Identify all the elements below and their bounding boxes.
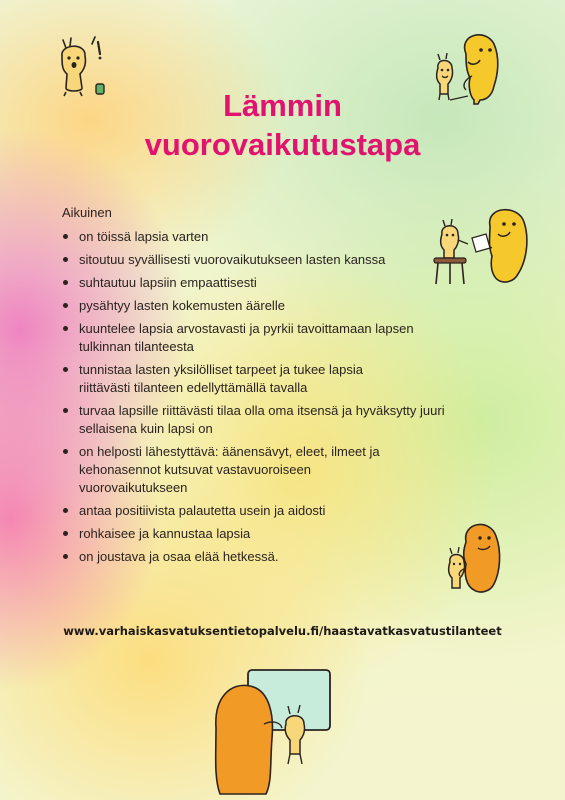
list-item: on töissä lapsia varten (62, 228, 462, 246)
title-line-1: Lämmin (223, 88, 342, 123)
adult-and-child-icon (428, 30, 508, 106)
list-item: turvaa lapsille riittävästi tilaa olla oma itsensä ja hyväksytty juuri sellaisena kuin lapsi on (62, 402, 469, 438)
website-link[interactable]: www.varhaiskasvatuksentietopalvelu.fi/haastavatkasvatustilanteet (63, 624, 502, 638)
adult-holding-child-icon (444, 518, 506, 594)
child-surprised-icon (52, 34, 122, 100)
list-item: on joustava ja osaa elää hetkessä. (62, 548, 462, 566)
list-item: suhtautuu lapsiin empaattisesti (62, 274, 462, 292)
list-item: pysähtyy lasten kokemusten äärelle (62, 297, 462, 315)
list-item: kuuntelee lapsia arvostavasti ja pyrkii tavoittamaan lapsen tulkinnan tilanteesta (62, 320, 459, 356)
list-item: rohkaisee ja kannustaa lapsia (62, 525, 462, 543)
list-item: tunnistaa lasten yksilölliset tarpeet ja tukee lapsia riittävästi tilanteen edellyttämällä tavalla (62, 361, 409, 397)
list-item: sitoutuu syvällisesti vuorovaikutukseen lasten kanssa (62, 251, 462, 269)
list-item: antaa positiivista palautetta usein ja aidosti (62, 502, 462, 520)
title-line-2: vuorovaikutustapa (144, 127, 421, 162)
adult-helping-child-icon (432, 204, 536, 294)
list-item: on helposti lähestyttävä: äänensävyt, eleet, ilmeet ja kehonasennot kutsuvat vastavuoroiseen vuorovaikutukseen (62, 443, 399, 497)
adult-and-child-at-window-icon (210, 668, 334, 800)
content-block (62, 204, 462, 571)
bullet-list (62, 228, 462, 566)
intro-text: Aikuinen (62, 205, 112, 220)
